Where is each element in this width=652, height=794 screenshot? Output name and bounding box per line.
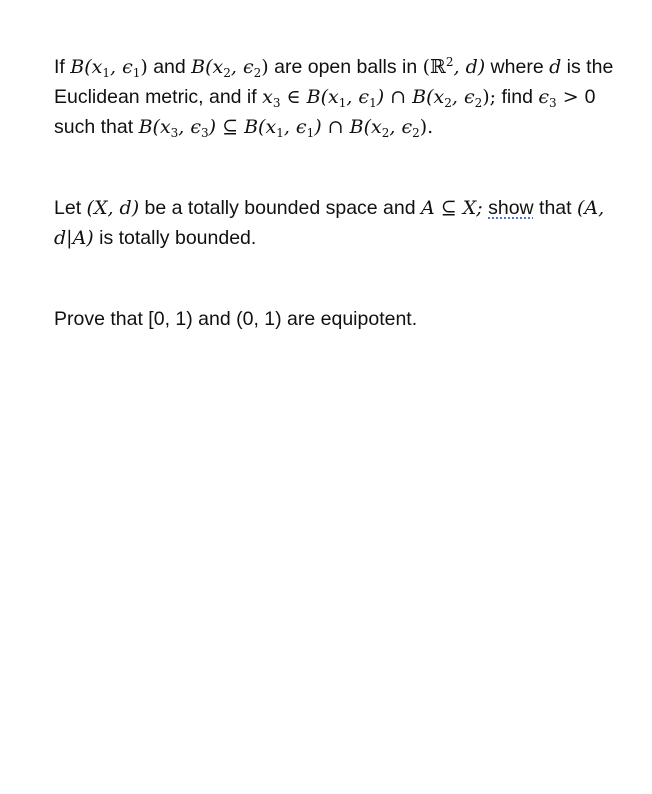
math-term: ): [140, 56, 148, 78]
text: 0 such that: [54, 86, 596, 138]
subscript: 1: [369, 96, 377, 110]
text: and: [147, 56, 192, 78]
math-term: , ϵ: [389, 116, 413, 138]
subscript: 3: [170, 126, 179, 140]
subscript: 3: [272, 96, 281, 110]
text: are open balls in: [268, 56, 423, 78]
text: is the Euclidean metric, and if: [54, 56, 614, 108]
math: [538, 86, 584, 108]
subscript: 3: [201, 126, 209, 140]
math-term: ) ⊆ B(x: [208, 116, 277, 138]
subscript: 1: [102, 66, 110, 80]
text: be a totally bounded space and: [139, 197, 422, 219]
math-term: (X, d): [86, 197, 140, 219]
math-term: (A, d|A): [54, 197, 605, 249]
math: [549, 56, 561, 78]
text: find: [496, 86, 539, 108]
math: [262, 86, 496, 108]
math-term: ): [261, 56, 269, 78]
math-term: A ⊆ X;: [421, 197, 483, 219]
text: that: [533, 197, 577, 219]
subscript: 1: [338, 96, 347, 110]
math: [70, 56, 148, 78]
document-page: [54, 52, 626, 334]
math-term: x: [262, 86, 273, 108]
math-term: , ϵ: [110, 56, 133, 78]
subscript: 1: [306, 126, 315, 140]
math-term: (ℝ: [422, 56, 446, 78]
math-term: B(x: [138, 116, 171, 138]
math-term: , ϵ: [178, 116, 202, 138]
math-term: ).: [419, 116, 434, 138]
math-term: );: [482, 86, 497, 108]
subscript: 2: [381, 126, 390, 140]
math-term: , ϵ: [346, 86, 370, 108]
math-term: ∈ B(x: [280, 86, 339, 108]
subscript: 1: [276, 126, 284, 140]
math: [139, 116, 434, 138]
math-term: d: [549, 56, 562, 78]
math-term: B(x: [191, 56, 224, 78]
superscript: 2: [445, 55, 454, 69]
subscript: 1: [132, 66, 141, 80]
math-term: , ϵ: [230, 56, 254, 78]
subscript: 2: [223, 66, 231, 80]
problem-open-balls: [54, 52, 626, 142]
subscript: 2: [444, 96, 452, 110]
math-term: ) ∩ B(x: [376, 86, 445, 108]
problem-totally-bounded: [54, 193, 626, 253]
math-term: B(x: [70, 56, 103, 78]
subscript: 3: [549, 96, 557, 110]
subscript: 2: [412, 126, 420, 140]
math-term: , ϵ: [451, 86, 475, 108]
math: [191, 56, 269, 78]
math-term: , d): [453, 56, 486, 78]
text: is totally bounded.: [93, 227, 257, 249]
math-term: , ϵ: [283, 116, 307, 138]
math: [423, 56, 486, 78]
grammar-flagged-word[interactable]: show: [488, 197, 534, 219]
text: where: [485, 56, 550, 78]
math: [421, 197, 483, 219]
math-term: ϵ: [538, 86, 550, 108]
math: [87, 197, 140, 219]
text: If: [54, 56, 71, 78]
problem-equipotent: Prove that [0, 1) and (0, 1) are equipotent.: [54, 308, 418, 330]
math-term: >: [556, 86, 585, 108]
subscript: 2: [253, 66, 262, 80]
text: Let: [54, 197, 87, 219]
subscript: 2: [474, 96, 483, 110]
math-term: ) ∩ B(x: [314, 116, 382, 138]
